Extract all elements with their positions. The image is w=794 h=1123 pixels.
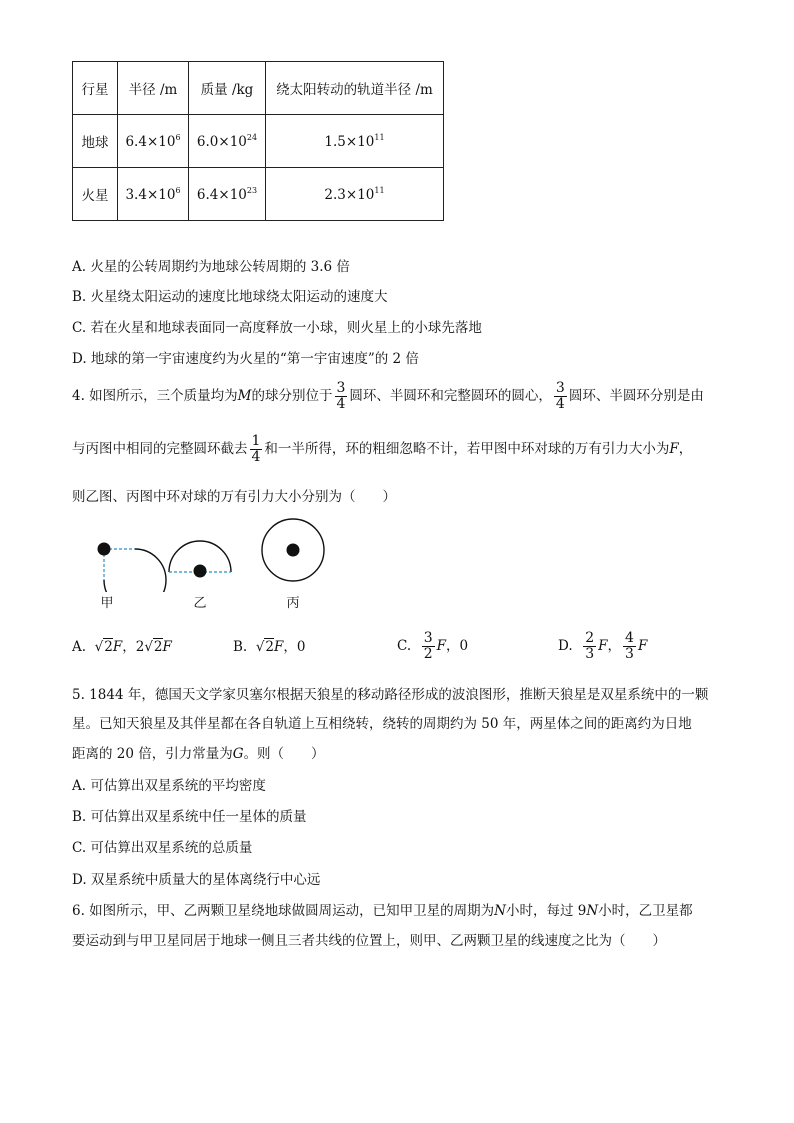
caption-bing: 丙 <box>286 596 300 611</box>
orbit-cell: $1.5\times 10^{11}$ <box>266 115 444 168</box>
header-cell: 绕太阳转动的轨道半径 /m <box>266 62 444 115</box>
fraction-three-quarters: $\frac{3}{4}$ <box>336 380 346 412</box>
radius-cell: $3.4\times 10^6$ <box>118 168 189 221</box>
table-row <box>73 168 444 221</box>
q3-option-a: A. 火星的公转周期约为地球公转周期的 3.6 倍 <box>72 259 350 275</box>
q5-line-1: 5. 1844 年，德国天文学家贝塞尔根据天狼星的移动路径形成的波浪图形，推断天狼星是双星系统中的一颗 <box>72 687 709 703</box>
q5-option-d: D. 双星系统中质量大的星体离绕行中心远 <box>72 872 321 888</box>
planet-data-table <box>72 61 444 221</box>
header-cell: 行星 <box>73 62 118 115</box>
q5-option-b: B. 可估算出双星系统中任一星体的质量 <box>72 809 307 825</box>
radius-cell: $6.4\times 10^6$ <box>118 115 189 168</box>
q3-option-b: B. 火星绕太阳运动的速度比地球绕太阳运动的速度大 <box>72 289 388 305</box>
q3-option-c: C. 若在火星和地球表面同一高度释放一小球，则火星上的小球先落地 <box>72 320 482 336</box>
q3-option-d: D. 地球的第一宇宙速度约为火星的“第一宇宙速度”的 2 倍 <box>72 351 419 367</box>
q4-line-1: 4. 如图所示，三个质量均为M的球分别位于 $\frac{3}{4}$ 圆环、半圆环和完整圆环的圆心， $\frac{3}{4}$ 圆环、半圆环分别是由 <box>72 380 704 412</box>
mass-cell: $6.0\times 10^{24}$ <box>189 115 266 168</box>
q6-line-2: 要运动到与甲卫星同居于地球一侧且三者共线的位置上，则甲、乙两颗卫星的线速度之比为（ ） <box>72 933 666 949</box>
q4-option-a: A. √2F，2√2F <box>72 639 172 655</box>
figure-jia-three-quarter-ring <box>98 543 167 593</box>
q4-option-d: D. $\frac{2}{3}$ F， $\frac{4}{3}$ F <box>558 630 648 662</box>
q5-line-2: 星。已知天狼星及其伴星都在各自轨道上互相绕转，绕转的周期约为 50 年，两星体之间的距离约为日地 <box>72 716 692 732</box>
q6-line-1: 6. 如图所示，甲、乙两颗卫星绕地球做圆周运动，已知甲卫星的周期为N小时，每过 9N小时，乙卫星都 <box>72 903 693 919</box>
q4-line-2: 与丙图中相同的完整圆环截去 $\frac{1}{4}$ 和一半所得，环的粗细忽略不计，若甲图中环对球的万有引力大小为F， <box>72 433 693 465</box>
q4-option-c: C. $\frac{3}{2}$ F，0 <box>397 630 469 662</box>
planet-name: 火星 <box>73 168 118 221</box>
header-cell: 半径 /m <box>118 62 189 115</box>
caption-jia: 甲 <box>100 596 114 611</box>
mass-cell: $6.4\times 10^{23}$ <box>189 168 266 221</box>
fraction-three-quarters: $\frac{3}{4}$ <box>555 380 565 412</box>
table-header-row <box>73 62 444 115</box>
header-cell: 质量 /kg <box>189 62 266 115</box>
fraction-one-quarter: $\frac{1}{4}$ <box>251 433 261 465</box>
planet-name: 地球 <box>73 115 118 168</box>
q4-line-3: 则乙图、丙图中环对球的万有引力大小分别为（ ） <box>72 489 396 505</box>
q4-option-b: B. √2F，0 <box>233 639 306 655</box>
q5-option-c: C. 可估算出双星系统的总质量 <box>72 840 253 856</box>
figure-bing-full-ring <box>262 519 324 581</box>
ring-figures <box>60 512 350 592</box>
caption-yi: 乙 <box>193 596 207 611</box>
q5-line-3: 距离的 20 倍，引力常量为G。则（ ） <box>72 746 325 762</box>
q5-option-a: A. 可估算出双星系统的平均密度 <box>72 778 266 794</box>
orbit-cell: $2.3\times 10^{11}$ <box>266 168 444 221</box>
figure-yi-half-ring <box>169 541 231 578</box>
table-row <box>73 115 444 168</box>
